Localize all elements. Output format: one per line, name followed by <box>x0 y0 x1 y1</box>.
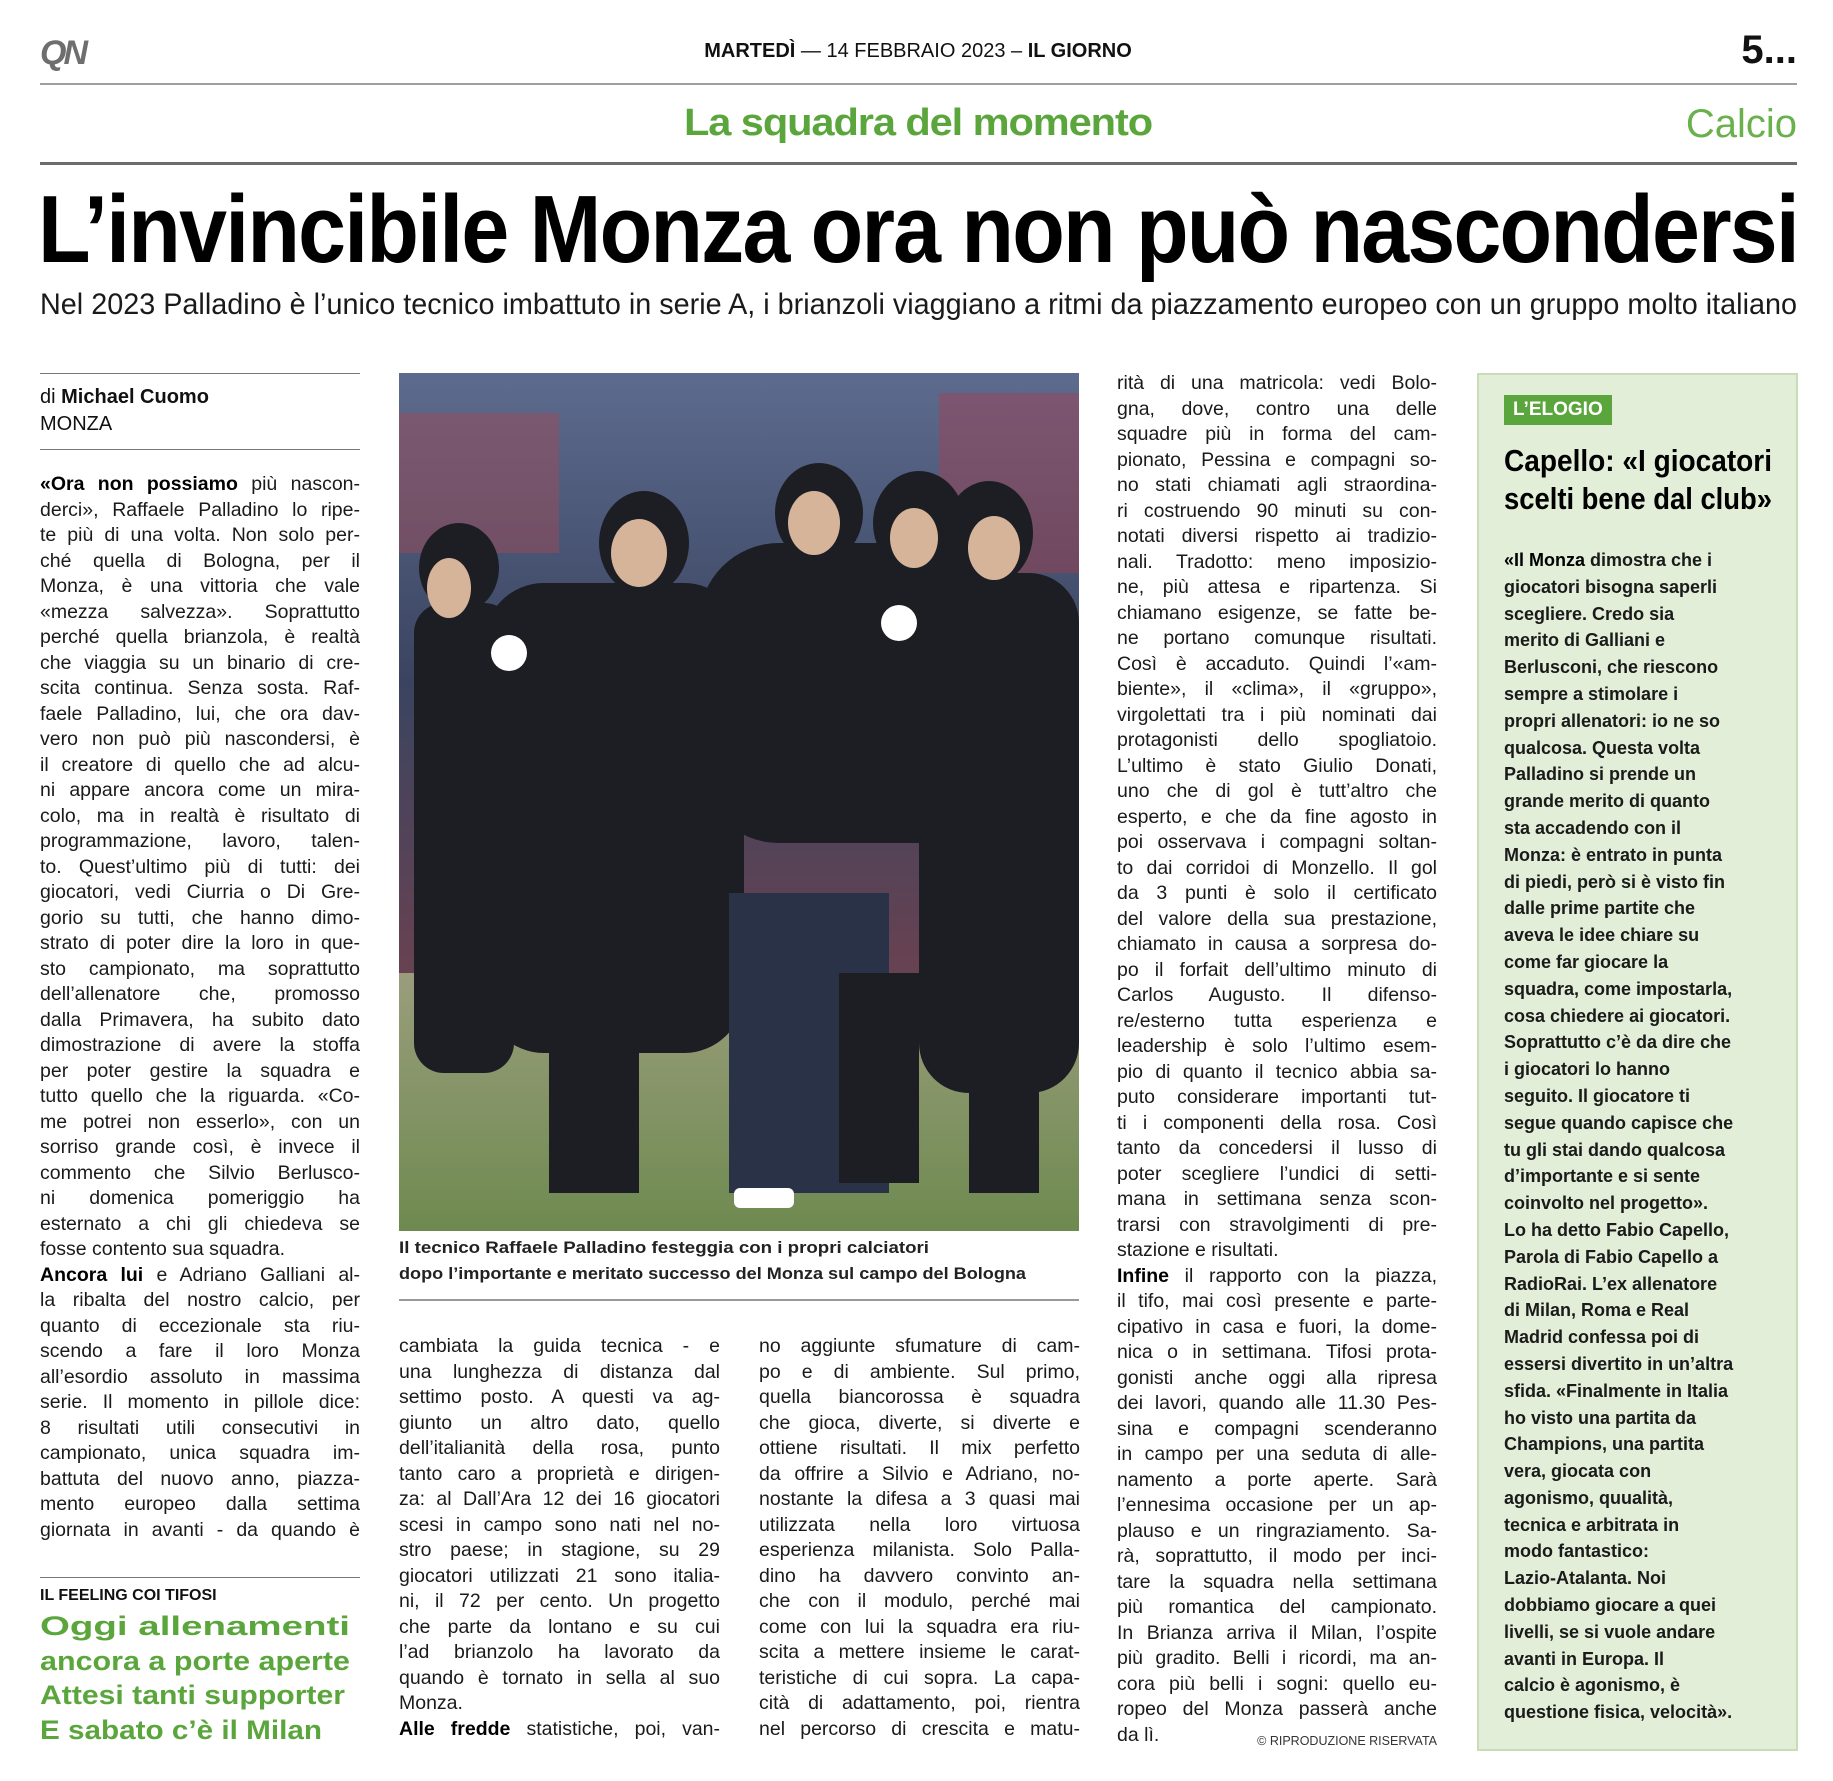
text-line: po e di ambiente. Sul primo, <box>759 1360 1080 1383</box>
line-text: fosse contento sua squadra. <box>40 1238 285 1260</box>
date-line <box>0 40 1833 63</box>
text-line: scita a mettere insieme le carat- <box>759 1641 1080 1663</box>
text-line: no stati chiamati agli straordina- <box>1117 474 1437 496</box>
text-line: Champions, una partita <box>1504 1434 1705 1455</box>
text-line: esperto, e che da fine agosto in <box>1117 805 1437 828</box>
text-line: Palladino si prende un <box>1504 764 1697 785</box>
section-category: Calcio <box>1685 102 1797 146</box>
text-line: settimo posto. A questi va ag- <box>399 1386 720 1408</box>
text-line: sorriso grande così, è invece il <box>40 1136 360 1158</box>
text-line: Carlos Augusto. Il difenso- <box>1117 984 1437 1006</box>
text-line: leadership è solo l’ultimo esem- <box>1117 1035 1437 1057</box>
lead-in-bold: Alle fredde <box>399 1717 511 1740</box>
text-line: uno che di gol è tutt’altro che <box>1117 780 1437 802</box>
text-line: giocatori bisogna saperli <box>1504 576 1718 597</box>
caption-rule <box>399 1299 1079 1301</box>
text-line: Parola di Fabio Capello a <box>1504 1246 1719 1267</box>
text-line <box>40 1263 360 1289</box>
text-line: tu gli stai dando qualcosa <box>1504 1139 1726 1160</box>
text-line: una lunghezza di distanza dal <box>399 1360 720 1383</box>
text-line: che con il modulo, perché mai <box>759 1590 1080 1612</box>
text-line: cambiata la guida tecnica - e <box>399 1335 720 1357</box>
text-line: squadre più in forma del cam- <box>1117 423 1437 445</box>
text-line: po il forfait dell’ultimo minuto di <box>1117 958 1437 981</box>
text-line: agonismo, quualità, <box>1504 1487 1674 1508</box>
byline-bottom-rule <box>40 449 360 450</box>
text-line: propri allenatori: io ne so <box>1504 710 1721 731</box>
text-line: poi osservava i compagni soltan- <box>1117 831 1437 853</box>
line-text: più nascon- <box>237 473 360 495</box>
text-line: tare la squadra nella settimana <box>1117 1570 1437 1593</box>
text-line: notati diversi rispetto ai tradizio- <box>1117 525 1437 547</box>
text-line: poter scegliere l’undici di setti- <box>1117 1162 1437 1185</box>
text-line: scesi in campo sono nati nel no- <box>399 1513 720 1536</box>
text-line: biente», il «clima», il «gruppo», <box>1117 678 1437 700</box>
text-line: nel percorso di crescita e matu- <box>759 1717 1080 1740</box>
text-line: giornata in avanti - da quando è <box>40 1518 360 1541</box>
text-line: nica o in settimana. Tifosi prota- <box>1117 1341 1437 1363</box>
text-line <box>399 1691 720 1717</box>
text-line: RadioRai. L’ex allenatore <box>1504 1273 1718 1294</box>
text-line: ropeo del Monza passerà anche <box>1117 1698 1437 1720</box>
text-line: colo, ma in realtà è risultato di <box>40 804 360 827</box>
text-line: grande merito di quanto <box>1504 791 1711 812</box>
text-line: to dai corridoi di Monzello. Il gol <box>1117 856 1437 879</box>
date: 14 FEBBRAIO 2023 <box>826 40 1006 62</box>
text-line: plauso e un ringraziamento. Sa- <box>1117 1519 1437 1542</box>
text-line: aveva le idee chiare su <box>1504 925 1700 946</box>
header-divider <box>40 83 1797 85</box>
text-line: l’ennesima occasione per un ap- <box>1117 1494 1437 1516</box>
section-kicker: La squadra del momento <box>684 102 1152 144</box>
date-separator: – <box>1011 40 1023 62</box>
text-line: all’esordio assoluto in massima <box>40 1365 360 1388</box>
text-line: chiamato in causa a sorpresa do- <box>1117 933 1437 955</box>
text-line: ne portano comunque risultati. <box>1117 627 1437 649</box>
text-line: namento a porte aperte. Sarà <box>1117 1468 1437 1491</box>
text-line: virgolettati tra i più nominati dai <box>1117 703 1437 726</box>
text-line: gorio su tutti, che hanno dimo- <box>40 906 360 929</box>
line-text: statistiche, poi, van- <box>510 1717 721 1740</box>
date-day: MARTEDÌ <box>704 40 796 62</box>
article-column-2 <box>399 1334 720 1742</box>
text-line: rità di una matricola: vedi Bolo- <box>1117 372 1437 394</box>
byline-top-rule <box>40 373 360 374</box>
line-text: dimostra che i <box>1585 550 1713 570</box>
text-line: seguito. Il giocatore ti <box>1504 1085 1691 1106</box>
text-line: quella biancorossa è squadra <box>759 1386 1080 1408</box>
article-column-4 <box>1117 371 1437 1748</box>
text-line: d’importante e si sente <box>1504 1166 1701 1187</box>
text-line: il tifo, mai così presente e parte- <box>1117 1290 1437 1312</box>
text-line: sfida. «Finalmente in Italia <box>1504 1380 1729 1401</box>
copyright-notice: © RIPRODUZIONE RISERVATA <box>1257 1734 1437 1748</box>
text-line: utilizzata nella loro virtuosa <box>759 1513 1080 1536</box>
text-line: gna, dove, contro una delle <box>1117 397 1437 420</box>
text-line: esperienza milanista. Solo Palla- <box>759 1539 1080 1561</box>
text-line: gonisti anche oggi alla ripresa <box>1117 1366 1437 1389</box>
text-line: giocatori utilizzati 21 sono italia- <box>399 1564 720 1587</box>
text-line: nostante la difesa a 3 quasi mai <box>759 1488 1080 1510</box>
line-text: da lì. <box>1117 1723 1160 1746</box>
feeling-headline <box>40 1611 370 1749</box>
section-divider <box>40 162 1797 165</box>
text-line: avanti in Europa. Il <box>1504 1648 1665 1669</box>
text-line: scegliere. Credo sia <box>1504 603 1675 624</box>
text-line: «mezza salvezza». Soprattutto <box>40 600 360 623</box>
text-line: programmazione, lavoro, talen- <box>40 830 360 852</box>
text-line: pionato, Pessina e compagni so- <box>1117 448 1437 471</box>
text-line: questione fisica, velocità». <box>1504 1702 1733 1723</box>
text-line: tanto caro a proprietà e dirigen- <box>399 1462 720 1485</box>
text-line: puto considerare importanti tut- <box>1117 1086 1437 1108</box>
text-line <box>1117 1264 1437 1290</box>
text-line: tutto quello che la riguarda. «Co- <box>40 1085 360 1107</box>
sidebar-title-line: scelti bene dal club» <box>1504 481 1772 516</box>
text-line: ché quella di Bologna, per il <box>40 549 360 572</box>
text-line: serie. Il momento in pillole dice: <box>40 1391 360 1413</box>
text-line: scendo a fare il loro Monza <box>40 1340 360 1362</box>
text-line: scita continua. Senza sosta. Raf- <box>40 677 360 699</box>
lead-in-bold: Ancora lui <box>40 1263 144 1286</box>
text-line: re/esterno tutta esperienza e <box>1117 1009 1437 1032</box>
text-line: coinvolto nel progetto». <box>1504 1193 1709 1214</box>
text-line: trarsi con stravolgimenti di pre- <box>1117 1213 1437 1236</box>
text-line <box>40 472 360 498</box>
text-line: Monza, è una vittoria che vale <box>40 575 360 597</box>
text-line: dell’italianità della rosa, punto <box>399 1437 720 1459</box>
text-line: 8 risultati utili consecutivi in <box>40 1416 360 1439</box>
text-line: Madrid confessa poi di <box>1504 1327 1700 1348</box>
text-line: più romantica del campionato. <box>1117 1596 1437 1618</box>
text-line: essersi divertito in un’altra <box>1504 1353 1734 1374</box>
text-line: perché quella brianzola, è realtà <box>40 626 360 648</box>
text-line: giunto un altro dato, quello <box>399 1411 720 1434</box>
lead-in-bold: Infine <box>1117 1264 1169 1287</box>
text-line: esternato a chi gli chiedeva se <box>40 1212 360 1235</box>
text-line: da offrire a Silvio e Adriano, no- <box>759 1462 1080 1485</box>
subheadline: Nel 2023 Palladino è l’unico tecnico imbattuto in serie A, i brianzoli viaggiano a ritmi da piazzamento europeo con un gruppo molto italiano <box>40 288 1797 321</box>
photo-celebration-image <box>399 373 1079 1231</box>
text-line: nali. Tradotto: meno imposizio- <box>1117 550 1437 573</box>
text-line: qualcosa. Questa volta <box>1504 737 1701 758</box>
feeling-label: IL FEELING COI TIFOSI <box>40 1587 217 1604</box>
lead-in-bold: «Ora non possiamo <box>40 473 238 495</box>
text-line: cosa chiedere ai giocatori. <box>1504 1005 1731 1026</box>
text-line: merito di Galliani e <box>1504 630 1666 651</box>
text-line: più gradito. Belli i ricordi, ma an- <box>1117 1647 1437 1669</box>
text-line <box>1117 1238 1437 1264</box>
lead-in-bold: «Il Monza <box>1504 550 1586 570</box>
text-line: te più di una volta. Non solo per- <box>40 524 360 546</box>
text-line: tecnica e arbitrata in <box>1504 1514 1680 1535</box>
line-text: e Adriano Galliani al- <box>143 1263 360 1286</box>
qn-logo: QN <box>40 34 85 72</box>
text-line <box>1504 547 1779 574</box>
text-line: derci», Raffaele Palladino lo ripe- <box>40 498 360 521</box>
text-line: del valore della sua prestazione, <box>1117 907 1437 930</box>
text-line: Lo ha detto Fabio Capello, <box>1504 1219 1729 1240</box>
line-text: il rapporto con la piazza, <box>1169 1264 1437 1287</box>
text-line: vero non può più nascondersi, è <box>40 728 360 750</box>
text-line: modo fantastico: <box>1504 1541 1650 1562</box>
text-line: ottiene risultati. Il mix perfetto <box>759 1437 1080 1459</box>
text-line: dalle prime partite che <box>1504 898 1696 919</box>
text-line: sina e compagni scenderanno <box>1117 1417 1437 1440</box>
text-line: no aggiunte sfumature di cam- <box>759 1335 1080 1357</box>
text-line: dalla Primavera, ha subito dato <box>40 1008 360 1031</box>
text-line: che viaggia su un binario di cre- <box>40 651 360 674</box>
sidebar-box <box>1477 373 1798 1751</box>
headline-wrap <box>38 176 1798 283</box>
text-line: dobbiamo giocare a quei <box>1504 1595 1717 1616</box>
text-line: sto campionato, ma soprattutto <box>40 957 360 980</box>
text-line: giocatori, vedi Ciurria o Di Gre- <box>40 881 360 903</box>
text-line: dell’allenatore che, promosso <box>40 983 360 1005</box>
article-column-1 <box>40 472 360 1543</box>
text-line: mento europeo dalla settima <box>40 1493 360 1515</box>
headline: L’invincibile Monza ora non può nascondersi <box>38 176 1798 283</box>
text-line: dei lavori, quando alle 11.30 Pes- <box>1117 1392 1437 1414</box>
text-line: il creatore di quello che ad alcu- <box>40 753 360 776</box>
text-line: za: al Dall’Ara 12 dei 16 giocatori <box>399 1488 720 1510</box>
text-line: cipativo in casa e fuori, la dome- <box>1117 1315 1437 1338</box>
text-line: quando è tornato in sella al suo <box>399 1666 720 1689</box>
text-line: la ribalta del nostro calcio, per <box>40 1289 360 1311</box>
text-line: cora più belli i sogni: quello eu- <box>1117 1672 1437 1695</box>
text-line: L’ultimo è stato Giulio Donati, <box>1117 754 1437 777</box>
text-line: ni, il 72 per cento. Un progetto <box>399 1590 720 1612</box>
text-line: ho visto una partita da <box>1504 1407 1697 1428</box>
text-line: livelli, se si vuole andare <box>1504 1621 1716 1642</box>
text-line: mana in settimana senza scon- <box>1117 1188 1437 1210</box>
text-line: i giocatori lo hanno <box>1504 1059 1670 1080</box>
text-line: In Brianza arriva il Milan, l’ospite <box>1117 1621 1437 1644</box>
sidebar-badge: L’ELOGIO <box>1504 395 1612 425</box>
text-line: come far giocare la <box>1504 951 1669 972</box>
text-line: da 3 punti è solo il certificato <box>1117 882 1437 904</box>
text-line: come con lui la squadra era riu- <box>759 1615 1080 1638</box>
text-line: chiamano esigenze, se fatte be- <box>1117 601 1437 624</box>
text-line: strato di poter dire la loro in que- <box>40 932 360 954</box>
paper-name: IL GIORNO <box>1027 40 1132 62</box>
text-line: tanto da concedersi il lusso di <box>1117 1137 1437 1159</box>
text-line: quanto di eccezionale sta riu- <box>40 1314 360 1337</box>
subheadline-wrap <box>40 288 1797 322</box>
line-text: stazione e risultati. <box>1117 1239 1279 1261</box>
text-line: Lazio-Atalanta. Noi <box>1504 1568 1667 1589</box>
text-line: teristiche di cui sopra. La capa- <box>759 1666 1080 1689</box>
feeling-rule <box>40 1577 360 1578</box>
text-line: in campo per una seduta di alle- <box>1117 1443 1437 1465</box>
text-line: me potrei non esserlo», con un <box>40 1110 360 1133</box>
text-line: Monza: è entrato in punta <box>1504 844 1722 865</box>
text-line <box>399 1717 720 1743</box>
text-line: l’ad brianzolo ha lavorato da <box>399 1641 720 1663</box>
text-line: che parte da lontano e su cui <box>399 1615 720 1638</box>
text-line: dimostrazione di avere la stoffa <box>40 1034 360 1056</box>
text-line: campionato, unica squadra im- <box>40 1442 360 1464</box>
section-kicker-wrap <box>684 102 1154 146</box>
text-line: faele Palladino, lui, che ora dav- <box>40 702 360 725</box>
text-line <box>40 1237 360 1263</box>
text-line: Soprattutto c’è da dire che <box>1504 1032 1732 1053</box>
photo-caption-line: Il tecnico Raffaele Palladino festeggia con i propri calciatori <box>399 1239 929 1257</box>
text-line: ni domenica pomeriggio ha <box>40 1187 360 1209</box>
sidebar-title-line: Capello: «I giocatori <box>1504 443 1772 478</box>
text-line: Berlusconi, che riescono <box>1504 657 1719 678</box>
byline-prefix: di <box>40 386 56 408</box>
feeling-headline-line: Oggi allenamenti <box>40 1611 350 1641</box>
page-number: 5... <box>1741 28 1797 72</box>
text-line: vera, giocata con <box>1504 1461 1652 1482</box>
photo-caption <box>399 1239 1079 1291</box>
text-line: di Milan, Roma e Real <box>1504 1300 1690 1321</box>
text-line: ri costruendo 90 minuti su con- <box>1117 499 1437 522</box>
text-line: Così è accaduto. Quindi l’«am- <box>1117 652 1437 675</box>
text-line: segue quando capisce che <box>1504 1112 1734 1133</box>
text-line: rà, soprattutto, il modo per inci- <box>1117 1545 1437 1567</box>
text-line: ne, più attesa e ripartenza. Si <box>1117 576 1437 598</box>
text-line: ti i componenti della rosa. Così <box>1117 1111 1437 1134</box>
text-line: che gioca, diverte, si diverte e <box>759 1411 1080 1434</box>
feeling-headline-line: E sabato c’è il Milan <box>40 1714 322 1745</box>
article-photo[interactable] <box>399 373 1079 1231</box>
text-line: squadra, come impostarla, <box>1504 978 1733 999</box>
text-line: cità di adattamento, poi, rientra <box>759 1692 1080 1714</box>
dateline-location: MONZA <box>40 413 113 435</box>
text-line: protagonisti dello spogliatoio. <box>1117 729 1437 751</box>
author-name[interactable]: Michael Cuomo <box>61 386 209 408</box>
article-column-3 <box>759 1334 1080 1742</box>
photo-caption-line: dopo l’importante e meritato successo del Monza sul campo del Bologna <box>399 1265 1026 1283</box>
text-line: sta accadendo con il <box>1504 817 1682 838</box>
feeling-headline-line: ancora a porte aperte <box>40 1645 350 1676</box>
feeling-headline-line: Attesi tanti supporter <box>40 1680 345 1710</box>
text-line: commento che Silvio Berlusco- <box>40 1161 360 1184</box>
line-text: Monza. <box>399 1692 463 1714</box>
text-line: battuta del nuovo anno, piazza- <box>40 1467 360 1490</box>
text-line: di piedi, però si è visto fin <box>1504 871 1726 892</box>
text-line: ni appare ancora come un mira- <box>40 779 360 801</box>
text-line: stro paese; in stagione, su 29 <box>399 1539 720 1561</box>
sidebar-title <box>1504 443 1784 519</box>
text-line: calcio è agonismo, è <box>1504 1675 1681 1696</box>
text-line: dino ha davvero convinto an- <box>759 1564 1080 1587</box>
byline <box>40 386 209 409</box>
text-line: sempre a stimolare i <box>1504 683 1679 704</box>
text-line: per poter gestire la squadra e <box>40 1059 360 1082</box>
text-line: pio di quanto il tecnico abbia sa- <box>1117 1060 1437 1083</box>
date-separator: — <box>800 40 821 62</box>
sidebar-body <box>1504 547 1779 1726</box>
text-line: to. Quest’ultimo più di tutti: dei <box>40 855 360 878</box>
